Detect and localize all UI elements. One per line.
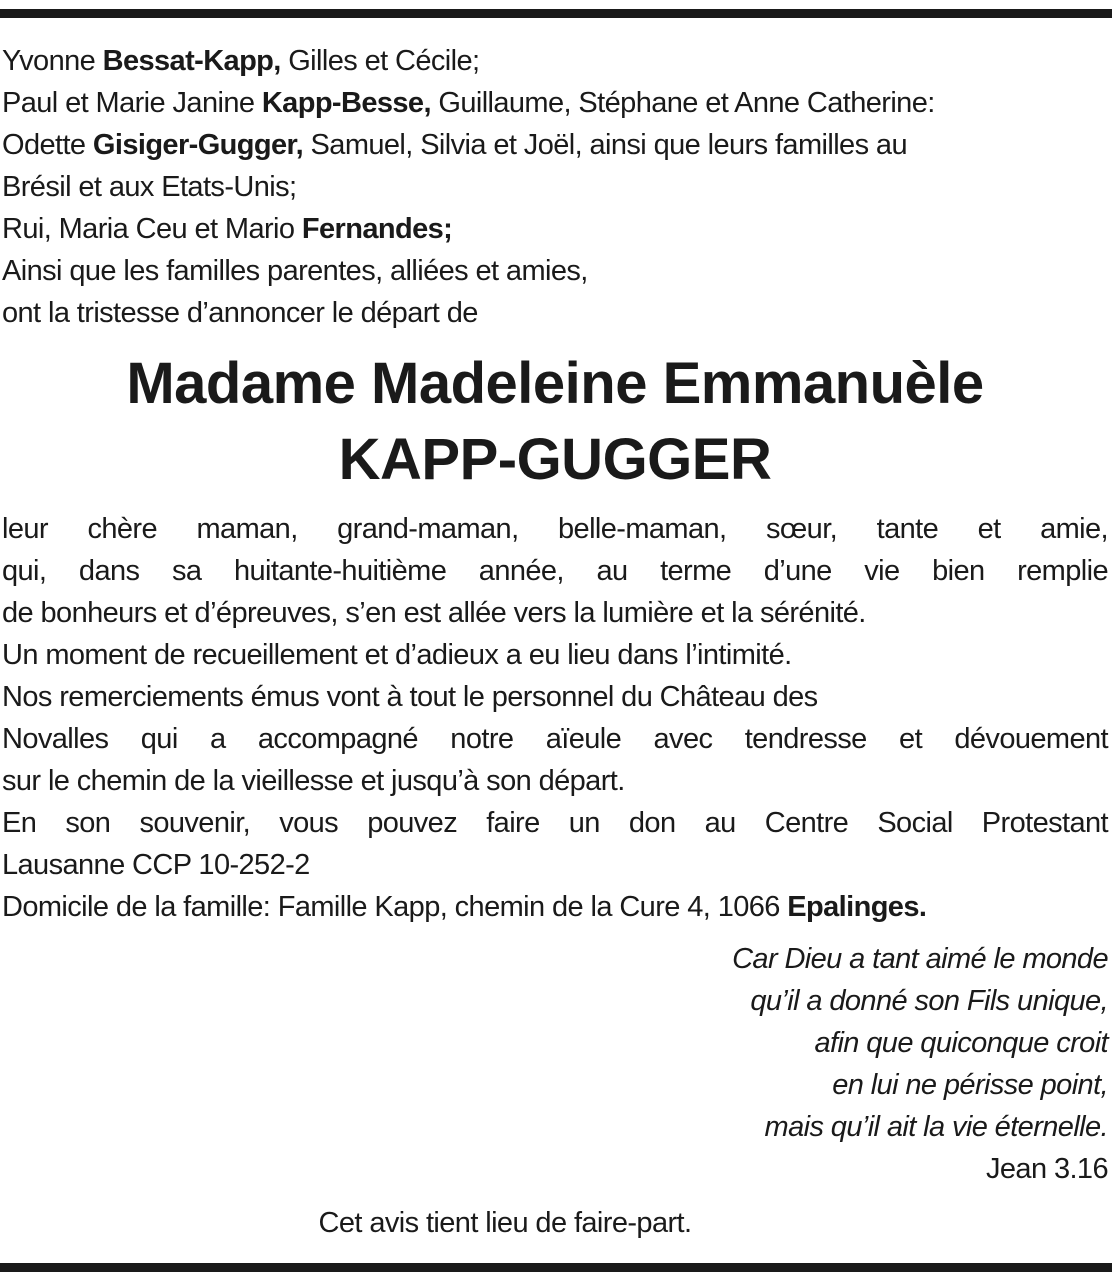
family-text: Ainsi que les familles parentes, alliées et amies, [2,255,588,287]
family-line [2,124,1108,166]
deceased-name [2,346,1108,498]
family-text: Yvonne [2,45,103,77]
deceased-name-line2: KAPP-GUGGER [338,427,772,492]
body-line: qui, dans sa huitante-huitième année, au terme d’une vie bien remplie [2,555,1108,587]
faire-part-note: Cet avis tient lieu de faire-part. [318,1207,692,1239]
family-surname: Fernandes; [301,213,453,245]
verse-line: afin que quiconque croit [814,1027,1108,1059]
family-text: Samuel, Silvia et Joël, ainsi que leurs familles au [303,129,907,161]
body-line: En son souvenir, vous pouvez faire un don au Centre Social Protestant [2,807,1108,839]
family-text: Rui, Maria Ceu et Mario [2,213,302,245]
verse-reference: Jean 3.16 [986,1153,1108,1185]
family-surname: Kapp-Besse, [261,87,431,119]
top-rule [0,9,1112,18]
family-line [2,82,1108,124]
notice-content [2,40,1108,1244]
family-text: Odette [2,129,93,161]
family-text: Guillaume, Stéphane et Anne Catherine: [430,87,935,119]
family-list [2,40,1108,334]
family-surname: Bessat-Kapp, [102,45,281,77]
body-line: leur chère maman, grand-maman, belle-maman, sœur, tante et amie, [2,513,1108,545]
body-line: sur le chemin de la vieillesse et jusqu’à son départ. [2,765,625,797]
verse-line: Car Dieu a tant aimé le monde [732,943,1108,975]
family-line [2,208,1108,250]
family-line [2,166,1108,208]
family-text: Brésil et aux Etats-Unis; [2,171,297,203]
family-surname: Gisiger-Gugger, [92,129,304,161]
deceased-name-line1: Madame Madeleine Emmanuèle [126,351,984,416]
notice-body [2,508,1108,928]
family-line [2,40,1108,82]
family-line [2,292,1108,334]
verse-line: qu’il a donné son Fils unique, [750,985,1108,1017]
domicile-line [2,886,1108,928]
family-line [2,250,1108,292]
verse-line: mais qu’il ait la vie éternelle. [764,1111,1108,1143]
body-line: Lausanne CCP 10-252-2 [2,849,310,881]
bible-verse [2,938,1108,1190]
domicile-text: Domicile de la famille: Famille Kapp, chemin de la Cure 4, 1066 [2,891,788,923]
body-line: de bonheurs et d’épreuves, s’en est allée vers la lumière et la sérénité. [2,597,866,629]
verse-line: en lui ne périsse point, [832,1069,1108,1101]
domicile-town: Epalinges. [787,891,927,923]
family-text: ont la tristesse d’annoncer le départ de [2,297,478,329]
bottom-rule [0,1263,1112,1272]
family-text: Paul et Marie Janine [2,87,262,119]
family-text: Gilles et Cécile; [280,45,480,77]
body-line: Un moment de recueillement et d’adieux a eu lieu dans l’intimité. [2,639,792,671]
body-line: Novalles qui a accompagné notre aïeule avec tendresse et dévouement [2,723,1108,755]
body-line: Nos remerciements émus vont à tout le personnel du Château des [2,681,818,713]
